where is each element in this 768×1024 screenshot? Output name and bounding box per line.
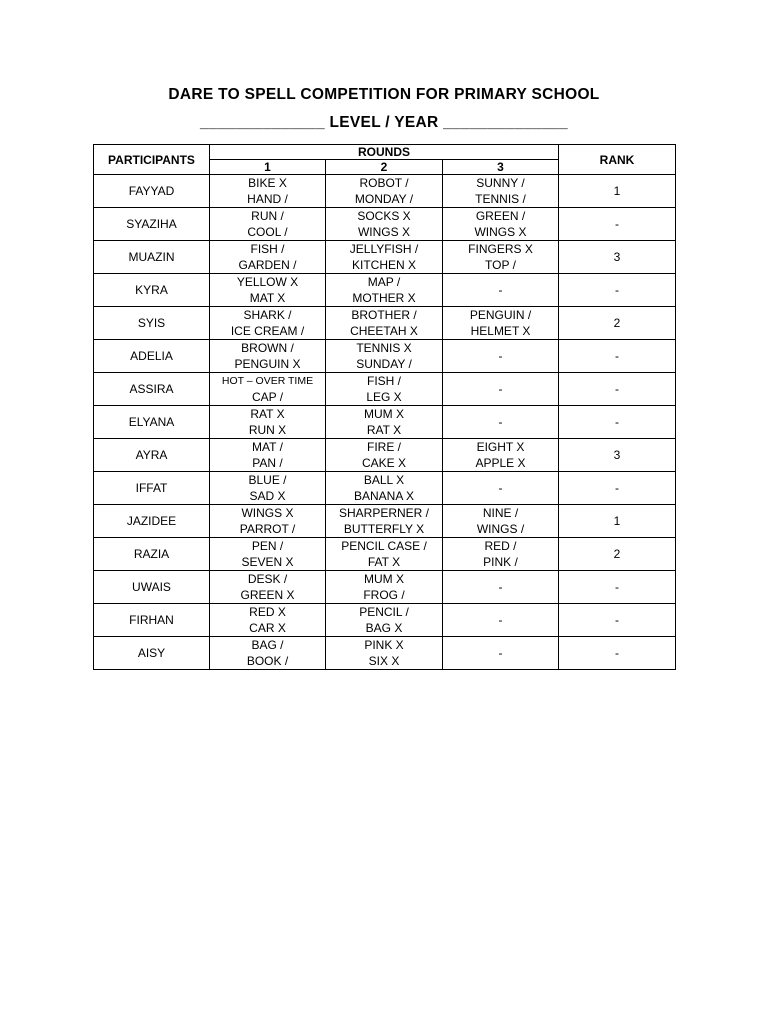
round-word: BIKE X <box>248 176 287 190</box>
round-word: MUM X <box>364 407 404 421</box>
round-word: RED / <box>484 539 517 553</box>
participant-name: ADELIA <box>94 340 210 373</box>
round-word: - <box>498 481 503 495</box>
round-3-cell <box>443 307 559 340</box>
round-word: SEVEN X <box>241 555 294 569</box>
round-3-cell <box>443 604 559 637</box>
participant-name: ASSIRA <box>94 373 210 406</box>
participant-name: SYIS <box>94 307 210 340</box>
rank-cell: - <box>559 406 676 439</box>
round-word: MOTHER X <box>352 291 416 305</box>
round-word: RED X <box>249 605 286 619</box>
round-word: SUNNY / <box>476 176 525 190</box>
participant-name: FAYYAD <box>94 175 210 208</box>
round-word: BROWN / <box>241 341 294 355</box>
rank-cell: 3 <box>559 241 676 274</box>
round-word: DESK / <box>247 572 288 586</box>
round-3-cell <box>443 637 559 670</box>
round-word: PENGUIN X <box>234 357 301 371</box>
rank-cell: 3 <box>559 439 676 472</box>
round-2-cell <box>326 208 443 241</box>
round-word: PAN / <box>252 456 283 470</box>
round-word: MUM X <box>364 572 404 586</box>
round-word: RUN / <box>251 209 284 223</box>
round-word: KITCHEN X <box>351 258 416 272</box>
table-row <box>94 538 676 571</box>
participant-name: IFFAT <box>94 472 210 505</box>
round-word: WINGS / <box>476 522 525 536</box>
participant-name: MUAZIN <box>94 241 210 274</box>
round-word: SHARPERNER / <box>338 506 430 520</box>
rank-cell: - <box>559 637 676 670</box>
round-1-cell <box>210 472 326 505</box>
round-word: - <box>498 283 503 297</box>
round-word: GARDEN / <box>238 258 297 272</box>
round-3-cell <box>443 274 559 307</box>
round-3-cell <box>443 439 559 472</box>
round-word: BUTTERFLY X <box>343 522 425 536</box>
round-2-cell <box>326 472 443 505</box>
table-row <box>94 175 676 208</box>
round-1-cell <box>210 439 326 472</box>
round-word: BLUE / <box>248 473 287 487</box>
table-row <box>94 571 676 604</box>
round-2-cell <box>326 505 443 538</box>
table-row <box>94 472 676 505</box>
round-2-cell <box>326 637 443 670</box>
round-word: BOOK / <box>246 654 289 668</box>
round-word: BALL X <box>363 473 405 487</box>
round-1-cell <box>210 241 326 274</box>
round-1-cell <box>210 208 326 241</box>
rank-cell: 2 <box>559 538 676 571</box>
round-2-cell <box>326 538 443 571</box>
round-word: BROTHER / <box>351 308 417 322</box>
round-word: WINGS X <box>357 225 410 239</box>
results-table <box>93 144 676 670</box>
round-word: GREEN / <box>475 209 526 223</box>
round-word: BAG X <box>365 621 403 635</box>
round-word: - <box>498 382 503 396</box>
participant-name: SYAZIHA <box>94 208 210 241</box>
round-1-cell <box>210 571 326 604</box>
round-word: WINGS X <box>474 225 527 239</box>
table-row <box>94 307 676 340</box>
round-3-cell <box>443 571 559 604</box>
round-word: - <box>498 613 503 627</box>
round-word: WINGS X <box>241 506 294 520</box>
round-3-cell <box>443 538 559 571</box>
table-row <box>94 505 676 538</box>
round-2-cell <box>326 241 443 274</box>
round-2-cell <box>326 604 443 637</box>
table-row <box>94 439 676 472</box>
round-word: MONDAY / <box>354 192 414 206</box>
round-word: FAT X <box>367 555 401 569</box>
round-3-cell <box>443 340 559 373</box>
round-1-cell <box>210 373 326 406</box>
rank-cell: - <box>559 604 676 637</box>
round-word: PINK X <box>364 638 404 652</box>
round-word: SUNDAY / <box>356 357 412 371</box>
round-word: SHARK / <box>243 308 292 322</box>
round-word: CHEETAH X <box>350 324 418 338</box>
round-word: CAP / <box>251 390 284 404</box>
round-1-cell <box>210 505 326 538</box>
rank-cell: - <box>559 208 676 241</box>
round-1-cell <box>210 406 326 439</box>
round-word: LEG X <box>366 390 402 404</box>
round-word: SOCKS X <box>357 209 411 223</box>
round-word: MAT / <box>252 440 283 454</box>
round-2-cell <box>326 571 443 604</box>
round-word: COOL / <box>247 225 288 239</box>
round-word: HOT – OVER TIME <box>221 375 314 387</box>
round-3-header: 3 <box>443 160 559 175</box>
table-body <box>94 175 676 670</box>
participant-name: RAZIA <box>94 538 210 571</box>
round-word: - <box>498 415 503 429</box>
round-2-header: 2 <box>326 160 443 175</box>
round-word: SAD X <box>249 489 286 503</box>
table-row <box>94 373 676 406</box>
round-1-cell <box>210 307 326 340</box>
round-1-header: 1 <box>210 160 326 175</box>
participant-name: AYRA <box>94 439 210 472</box>
round-word: - <box>498 580 503 594</box>
rank-cell: 1 <box>559 505 676 538</box>
table-row <box>94 604 676 637</box>
round-word: EIGHT X <box>476 440 525 454</box>
round-2-cell <box>326 307 443 340</box>
table-row <box>94 241 676 274</box>
rank-cell: - <box>559 373 676 406</box>
round-word: FROG / <box>363 588 405 602</box>
round-word: RAT X <box>366 423 402 437</box>
round-2-cell <box>326 406 443 439</box>
round-word: RAT X <box>250 407 285 421</box>
table-row <box>94 208 676 241</box>
round-word: FIRE / <box>366 440 401 454</box>
round-word: APPLE X <box>475 456 526 470</box>
round-word: JELLYFISH / <box>349 242 419 256</box>
round-1-cell <box>210 637 326 670</box>
round-1-cell <box>210 604 326 637</box>
table-row <box>94 340 676 373</box>
round-word: HELMET X <box>470 324 531 338</box>
round-word: RUN X <box>248 423 287 437</box>
round-word: ROBOT / <box>359 176 409 190</box>
round-word: BAG / <box>251 638 284 652</box>
round-word: CAR X <box>249 621 286 635</box>
rank-cell: 1 <box>559 175 676 208</box>
document-title: DARE TO SPELL COMPETITION FOR PRIMARY SCHOOL <box>168 86 600 103</box>
round-3-cell <box>443 241 559 274</box>
round-word: PENCIL CASE / <box>341 539 427 553</box>
participant-name: UWAIS <box>94 571 210 604</box>
round-word: YELLOW X <box>236 275 299 289</box>
rank-cell: - <box>559 274 676 307</box>
rank-cell: - <box>559 571 676 604</box>
round-word: FINGERS X <box>468 242 533 256</box>
participant-name: KYRA <box>94 274 210 307</box>
round-word: SIX X <box>368 654 400 668</box>
participant-name: JAZIDEE <box>94 505 210 538</box>
round-3-cell <box>443 208 559 241</box>
table-row <box>94 637 676 670</box>
participant-name: FIRHAN <box>94 604 210 637</box>
round-word: PINK / <box>483 555 518 569</box>
round-2-cell <box>326 175 443 208</box>
round-word: FISH / <box>366 374 401 388</box>
round-2-cell <box>326 274 443 307</box>
round-word: CAKE X <box>361 456 406 470</box>
round-3-cell <box>443 505 559 538</box>
round-word: FISH / <box>250 242 285 256</box>
round-word: ICE CREAM / <box>230 324 305 338</box>
round-1-cell <box>210 538 326 571</box>
round-2-cell <box>326 439 443 472</box>
round-word: GREEN X <box>240 588 295 602</box>
round-3-cell <box>443 472 559 505</box>
round-3-cell <box>443 406 559 439</box>
table-row <box>94 274 676 307</box>
round-1-cell <box>210 340 326 373</box>
participant-name: AISY <box>94 637 210 670</box>
round-word: PENGUIN / <box>469 308 532 322</box>
table-row <box>94 406 676 439</box>
round-word: HAND / <box>247 192 288 206</box>
rank-header: RANK <box>559 145 676 175</box>
round-3-cell <box>443 175 559 208</box>
level-year-line: ______________ LEVEL / YEAR ______________ <box>200 114 568 131</box>
round-word: PARROT / <box>239 522 296 536</box>
round-3-cell <box>443 373 559 406</box>
round-1-cell <box>210 175 326 208</box>
rank-cell: - <box>559 472 676 505</box>
round-word: MAP / <box>367 275 401 289</box>
round-word: - <box>498 646 503 660</box>
rounds-header: ROUNDS <box>210 145 559 160</box>
round-word: NINE / <box>482 506 519 520</box>
rank-cell: - <box>559 340 676 373</box>
round-word: TENNIS / <box>475 192 526 206</box>
participants-header: PARTICIPANTS <box>94 145 210 175</box>
participant-name: ELYANA <box>94 406 210 439</box>
round-word: BANANA X <box>353 489 415 503</box>
round-word: TOP / <box>485 258 516 272</box>
round-2-cell <box>326 373 443 406</box>
round-word: TENNIS X <box>356 341 412 355</box>
round-word: MAT X <box>249 291 286 305</box>
round-word: PEN / <box>251 539 284 553</box>
round-1-cell <box>210 274 326 307</box>
round-2-cell <box>326 340 443 373</box>
rank-cell: 2 <box>559 307 676 340</box>
round-word: - <box>498 349 503 363</box>
round-word: PENCIL / <box>359 605 409 619</box>
